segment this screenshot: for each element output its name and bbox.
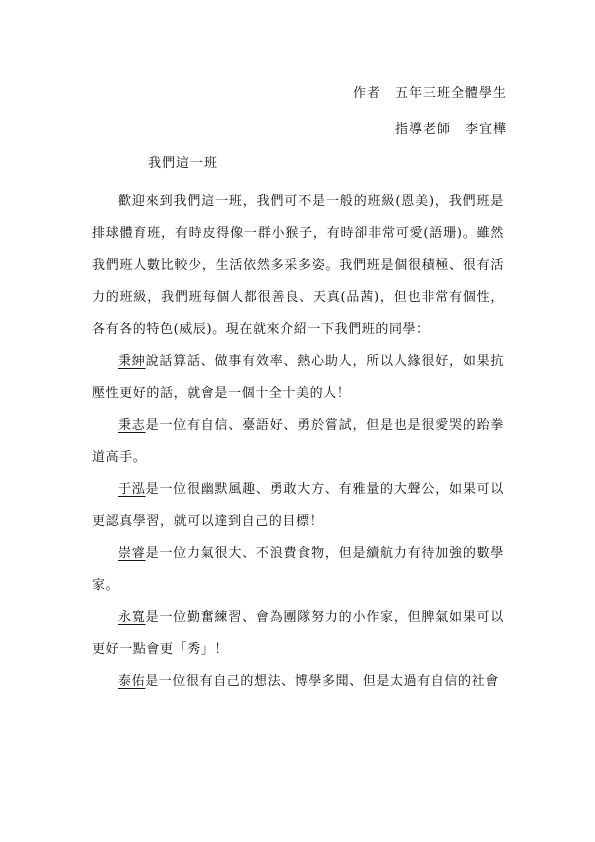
student-name: 崇睿 xyxy=(118,546,146,561)
student-description: 是一位力氣很大、不浪費食物，但是續航力有待加強的數學家。 xyxy=(92,546,504,593)
student-name: 秉紳 xyxy=(118,354,146,369)
advisor-label: 指導老師 xyxy=(394,122,451,137)
student-description: 是一位很有自己的想法、博學多聞、但是太過有自信的社會 xyxy=(145,674,499,689)
student-paragraph xyxy=(92,410,504,474)
student-description: 說話算話、做事有效率、熱心助人，所以人緣很好，如果抗壓性更好的話，就會是一個十全十美的人！ xyxy=(92,354,504,401)
author-value: 五年三班全體學生 xyxy=(394,86,507,101)
intro-paragraph: 歡迎來到我們這一班，我們可不是一般的班級(恩美)，我們班是排球體育班，有時皮得像一群小猴子，有時卻非常可愛(語珊)。雖然我們班人數比較少，生活依然多采多姿。我們班是個很積極、很有活力的班級，我們班每個人都很善良、天真(品茜)，但也非常有個性，各有各的特色(威辰)。現在就來介紹一下我們班的同學： xyxy=(92,194,504,337)
student-name: 永寬 xyxy=(118,610,146,625)
student-name: 于泓 xyxy=(118,482,146,497)
student-paragraph xyxy=(92,346,504,410)
essay-title: 我們這一班 xyxy=(148,156,219,171)
advisor-line xyxy=(395,118,507,137)
student-paragraph xyxy=(92,602,504,666)
advisor-value: 李宜樺 xyxy=(464,122,507,137)
student-paragraph xyxy=(92,538,504,602)
student-description: 是一位很幽默風趣、勇敢大方、有雅量的大聲公，如果可以更認真學習，就可以達到自己的目標！ xyxy=(92,482,504,529)
student-paragraph xyxy=(92,666,504,698)
essay-body xyxy=(92,186,504,698)
author-label: 作者 xyxy=(352,86,381,101)
student-paragraph xyxy=(92,474,504,538)
student-name: 泰佑 xyxy=(118,674,146,689)
author-line xyxy=(353,82,507,101)
student-description: 是一位勤奮練習、會為團隊努力的小作家，但脾氣如果可以更好一點會更「秀」！ xyxy=(92,610,504,657)
student-description: 是一位有自信、臺語好、勇於嘗試，但是也是很愛哭的跆拳道高手。 xyxy=(92,418,504,465)
student-name: 秉志 xyxy=(118,418,146,433)
